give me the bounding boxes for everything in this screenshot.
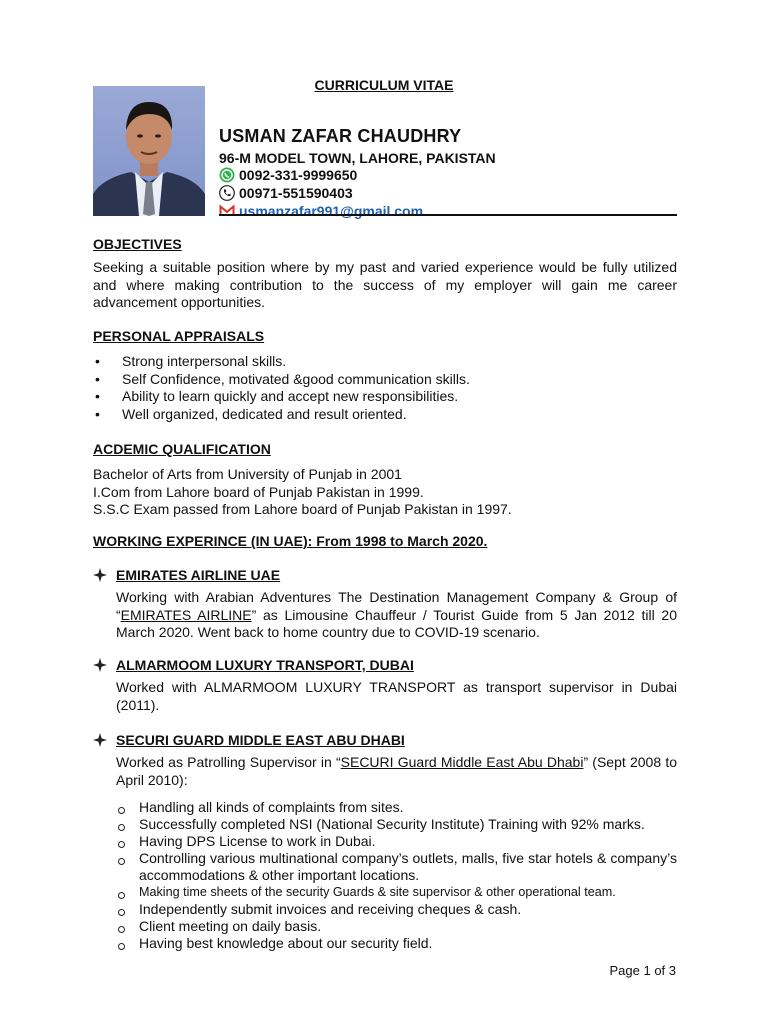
list-item: Successfully completed NSI (National Security Institute) Training with 92% marks. — [139, 816, 677, 833]
objectives-section — [93, 236, 677, 312]
list-item: Handling all kinds of complaints from sites. — [139, 799, 677, 816]
job-title: ALMARMOOM LUXURY TRANSPORT, DUBAI — [116, 657, 414, 673]
list-item: Controlling various multinational company’s outlets, malls, five star hotels & company’s accommodations & other important locations. — [139, 850, 677, 883]
diamond-bullet-icon — [93, 733, 107, 747]
job-almarmoom — [93, 657, 677, 714]
work-heading: WORKING EXPERINCE (IN UAE): From 1998 to March 2020. — [93, 533, 488, 549]
academic-heading: ACDEMIC QUALIFICATION — [93, 441, 271, 457]
profile-photo — [93, 86, 205, 216]
job-header — [93, 567, 677, 583]
list-item: • Ability to learn quickly and accept new responsibilities. — [122, 388, 677, 406]
job-header — [93, 657, 677, 673]
academic-line: Bachelor of Arts from University of Punjab in 2001 — [93, 466, 402, 482]
candidate-address: 96-M MODEL TOWN, LAHORE, PAKISTAN — [219, 150, 496, 166]
academic-section — [93, 441, 677, 519]
duties-list — [116, 799, 677, 952]
list-item: Having DPS License to work in Dubai. — [139, 833, 677, 850]
employer-name: SECURI Guard Middle East Abu Dhabi — [340, 754, 584, 770]
job-securi-guard — [93, 732, 677, 952]
job-emirates — [93, 567, 677, 642]
gmail-icon — [219, 203, 235, 219]
job-text: Working with Arabian Adventures The Destination Management Company & Group of “ — [116, 589, 677, 623]
list-item: Making time sheets of the security Guards & site supervisor & other operational team. — [139, 884, 677, 901]
academic-line: I.Com from Lahore board of Punjab Pakistan in 1999. — [93, 483, 424, 500]
job-text: ” as Limousine Chauffeur / Tourist Guide from 5 Jan 2012 till 20 March 2020. Went back to home country due to COVID-19 scenario. — [116, 606, 677, 640]
work-section — [93, 533, 677, 549]
candidate-name: USMAN ZAFAR CHAUDHRY — [219, 126, 462, 146]
email-contact — [219, 202, 679, 220]
appraisals-heading: PERSONAL APPRAISALS — [93, 328, 265, 344]
employer-name: EMIRATES AIRLINE — [120, 606, 252, 623]
whatsapp-number[interactable]: 0092-331-9999650 — [239, 167, 358, 183]
list-item: • Self Confidence, motivated &good communication skills. — [122, 371, 677, 389]
diamond-bullet-icon — [93, 658, 107, 672]
job-title: SECURI GUARD MIDDLE EAST ABU DHABI — [116, 732, 405, 748]
document-title: CURRICULUM VITAE — [314, 77, 454, 93]
academic-list — [93, 466, 677, 519]
list-item: Independently submit invoices and receiving cheques & cash. — [139, 901, 677, 918]
list-item: Client meeting on daily basis. — [139, 918, 677, 935]
job-text: ” (Sept 2008 to April 2010): — [116, 754, 677, 788]
header-divider — [219, 214, 677, 216]
phone-number[interactable]: 00971-551590403 — [239, 185, 353, 201]
job-text: Worked as Patrolling Supervisor in “ — [116, 754, 341, 770]
job-title: EMIRATES AIRLINE UAE — [116, 567, 281, 583]
job-header — [93, 732, 677, 748]
appraisals-list — [93, 353, 677, 423]
contact-header — [219, 126, 679, 220]
academic-line: S.S.C Exam passed from Lahore board of Punjab Pakistan in 1997. — [93, 501, 512, 517]
email-address[interactable]: usmanzafar991@gmail.com — [239, 203, 424, 219]
list-item: Having best knowledge about our security field. — [139, 935, 677, 952]
list-item: • Well organized, dedicated and result oriented. — [122, 406, 677, 424]
whatsapp-icon — [219, 167, 235, 183]
job-details — [116, 754, 677, 952]
job-description — [116, 754, 677, 789]
phone-icon — [219, 185, 235, 201]
appraisals-section — [93, 328, 677, 423]
diamond-bullet-icon — [93, 568, 107, 582]
page-number: Page 1 of 3 — [609, 963, 676, 978]
objectives-text: Seeking a suitable position where by my past and varied experience would be fully utilized and where making contribution to the success of my employer will gain me career advancement opportunities. — [93, 259, 677, 310]
job-description: Worked with ALMARMOOM LUXURY TRANSPORT as transport supervisor in Dubai (2011). — [116, 679, 677, 713]
list-item: • Strong interpersonal skills. — [122, 353, 677, 371]
phone-contact — [219, 184, 679, 202]
whatsapp-contact — [219, 166, 679, 184]
objectives-heading: OBJECTIVES — [93, 236, 182, 252]
job-description — [116, 589, 677, 642]
